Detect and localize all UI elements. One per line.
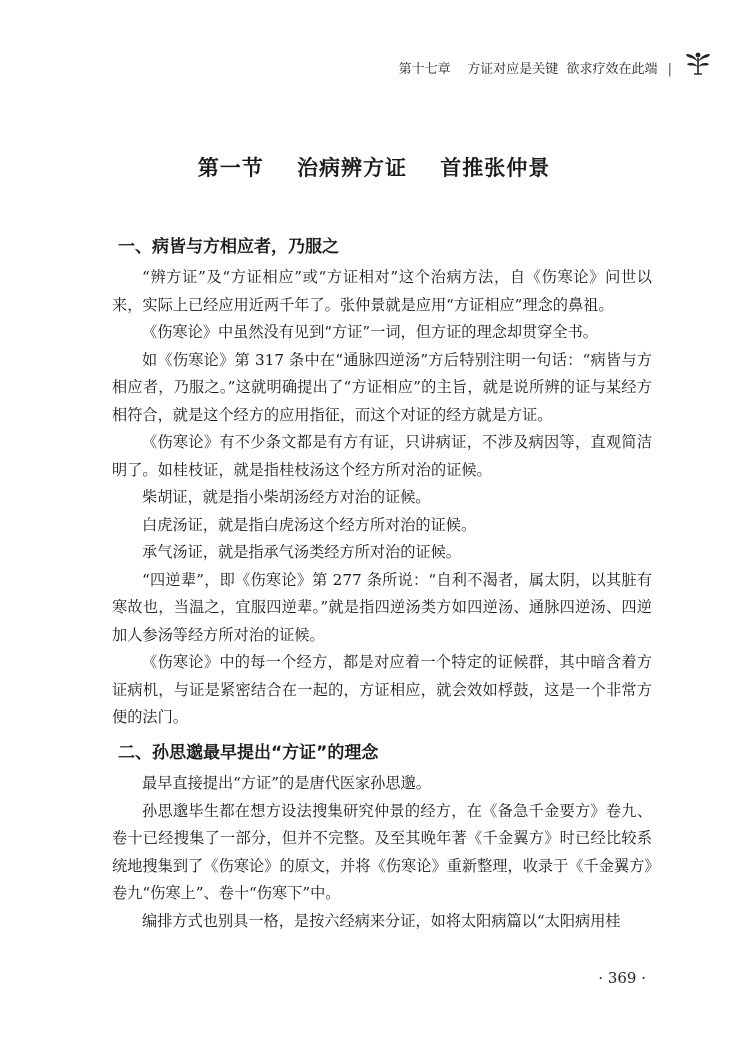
paragraph-1: “辨方证”及“方证相应”或“方证相对”这个治病方法，自《伤寒论》问世以来，实际上已经应用近两千年了。张仲景就是应用“方证相应”理念的鼻祖。 [112, 268, 652, 314]
subsection-heading-1: 一、病皆与方相应者，乃服之 [118, 237, 339, 257]
running-header [399, 58, 678, 77]
paragraph-4: 《伤寒论》有不少条文都是有方有证，只讲病证，不涉及病因等，直观简洁明了。如桂枝证，就是指桂枝汤这个经方所对治的证候。 [112, 433, 652, 479]
page-number: · 369 · [598, 969, 646, 987]
paragraph-2: 《伤寒论》中虽然没有见到“方证”一词，但方证的理念却贯穿全书。 [142, 323, 598, 341]
paragraph-3: 如《伤寒论》第 317 条中在“通脉四逆汤”方后特别注明一句话：“病皆与方相应者，乃服之。”这就明确提出了“方证相应”的主旨，就是说所辨的证与某经方相符合，就是这个经方的应用指征，而这个对证的经方就是方证。 [112, 350, 652, 424]
paragraph-12: 编排方式也别具一格，是按六经病来分证，如将太阳病篇以“太阳病用桂 [142, 911, 621, 930]
paragraph-6: 白虎汤证，就是指白虎汤这个经方所对治的证候。 [142, 515, 477, 534]
paragraph-10: 最早直接提出“方证”的是唐代医家孙思邈。 [142, 774, 431, 792]
subsection-heading-2: 二、孙思邈最早提出“方证”的理念 [118, 743, 379, 763]
paragraph-11: 孙思邈毕生都在想方设法搜集研究仲景的经方，在《备急千金要方》卷九、卷十已经搜集了一部分，但并不完整。及至其晚年著《千金翼方》时已经比较系统地搜集到了《伤寒论》的原文，并将《伤寒论》重新整理，收录于《千金翼方》卷九“伤寒上”、卷十“伤寒下”中。 [112, 801, 652, 902]
header-title: 方证对应是关键 欲求疗效在此端 [467, 62, 658, 77]
paragraph-5: 柴胡证，就是指小柴胡汤经方对治的证候。 [142, 488, 431, 506]
paragraph-7: 承气汤证，就是指承气汤类经方所对治的证候。 [142, 543, 461, 561]
section-title: 第一节 治病辨方证 首推张仲景 [197, 155, 551, 180]
paragraph-8: “四逆辈”，即《伤寒论》第 277 条所说：“自利不渴者，属太阴，以其脏有寒故也，当温之，宜服四逆辈。”就是指四逆汤类方如四逆汤、通脉四逆汤、四逆加人参汤等经方所对治的证候。 [112, 570, 652, 644]
header-separator: | [667, 62, 672, 77]
paragraph-9: 《伤寒论》中的每一个经方，都是对应着一个特定的证候群，其中暗含着方证病机，与证是紧密结合在一起的，方证相应，就会效如桴鼓，这是一个非常方便的法门。 [112, 653, 652, 726]
plant-ornament-icon [684, 50, 712, 76]
header-chapter: 第十七章 [398, 62, 451, 77]
